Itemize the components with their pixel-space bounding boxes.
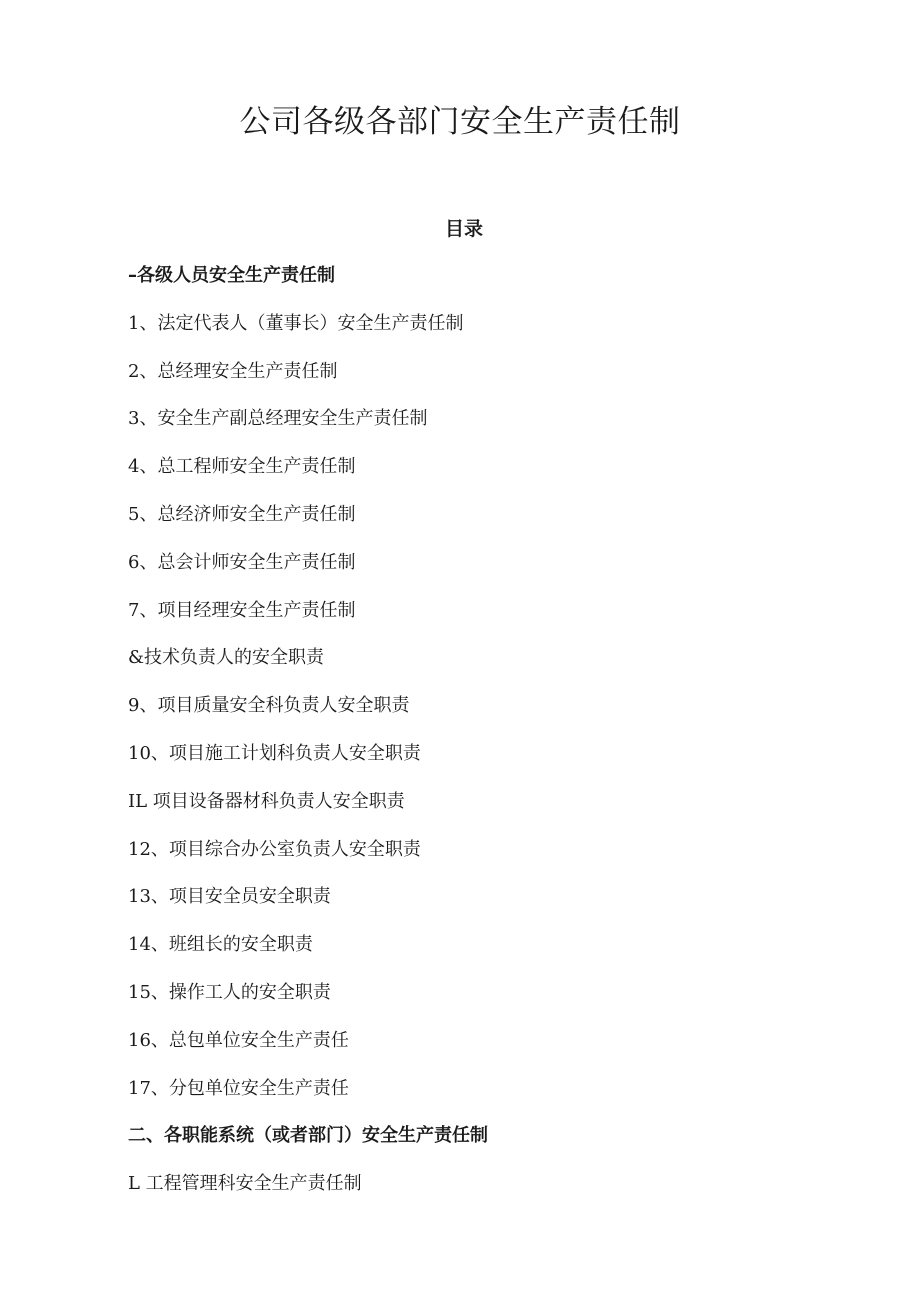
toc-item: 9、项目质量安全科负责人安全职责 <box>128 695 410 717</box>
toc-item: L 工程管理科安全生产责任制 <box>128 1173 362 1195</box>
toc-item: 10、项目施工计划科负责人安全职责 <box>128 742 421 764</box>
toc-item: 16、总包单位安全生产责任 <box>128 1029 349 1051</box>
toc-item: IL 项目设备器材科负责人安全职责 <box>128 790 405 812</box>
toc-item: 7、项目经理安全生产责任制 <box>128 599 356 621</box>
toc-item: 1、法定代表人（董事长）安全生产责任制 <box>128 312 464 334</box>
toc-item: 6、总会计师安全生产责任制 <box>128 551 356 573</box>
toc-item: 5、总经济师安全生产责任制 <box>128 503 356 525</box>
toc-item: 3、安全生产副总经理安全生产责任制 <box>128 408 428 430</box>
toc-section-heading: –各级人员安全生产责任制 <box>128 265 335 286</box>
toc-item: 4、总工程师安全生产责任制 <box>128 456 356 478</box>
table-of-contents <box>128 261 488 1217</box>
toc-heading: 目录 <box>444 218 483 240</box>
toc-item: 14、班组长的安全职责 <box>128 934 313 956</box>
page-title: 公司各级各部门安全生产责任制 <box>239 104 681 140</box>
toc-item: 13、项目安全员安全职责 <box>128 886 331 908</box>
toc-item: 12、项目综合办公室负责人安全职责 <box>128 838 421 860</box>
toc-item: 17、分包单位安全生产责任 <box>128 1077 349 1099</box>
toc-section-heading: 二、各职能系统（或者部门）安全生产责任制 <box>128 1125 488 1147</box>
toc-item: 2、总经理安全生产责任制 <box>128 360 338 382</box>
toc-item: 15、操作工人的安全职责 <box>128 981 331 1003</box>
toc-item: &技术负责人的安全职责 <box>128 647 325 669</box>
